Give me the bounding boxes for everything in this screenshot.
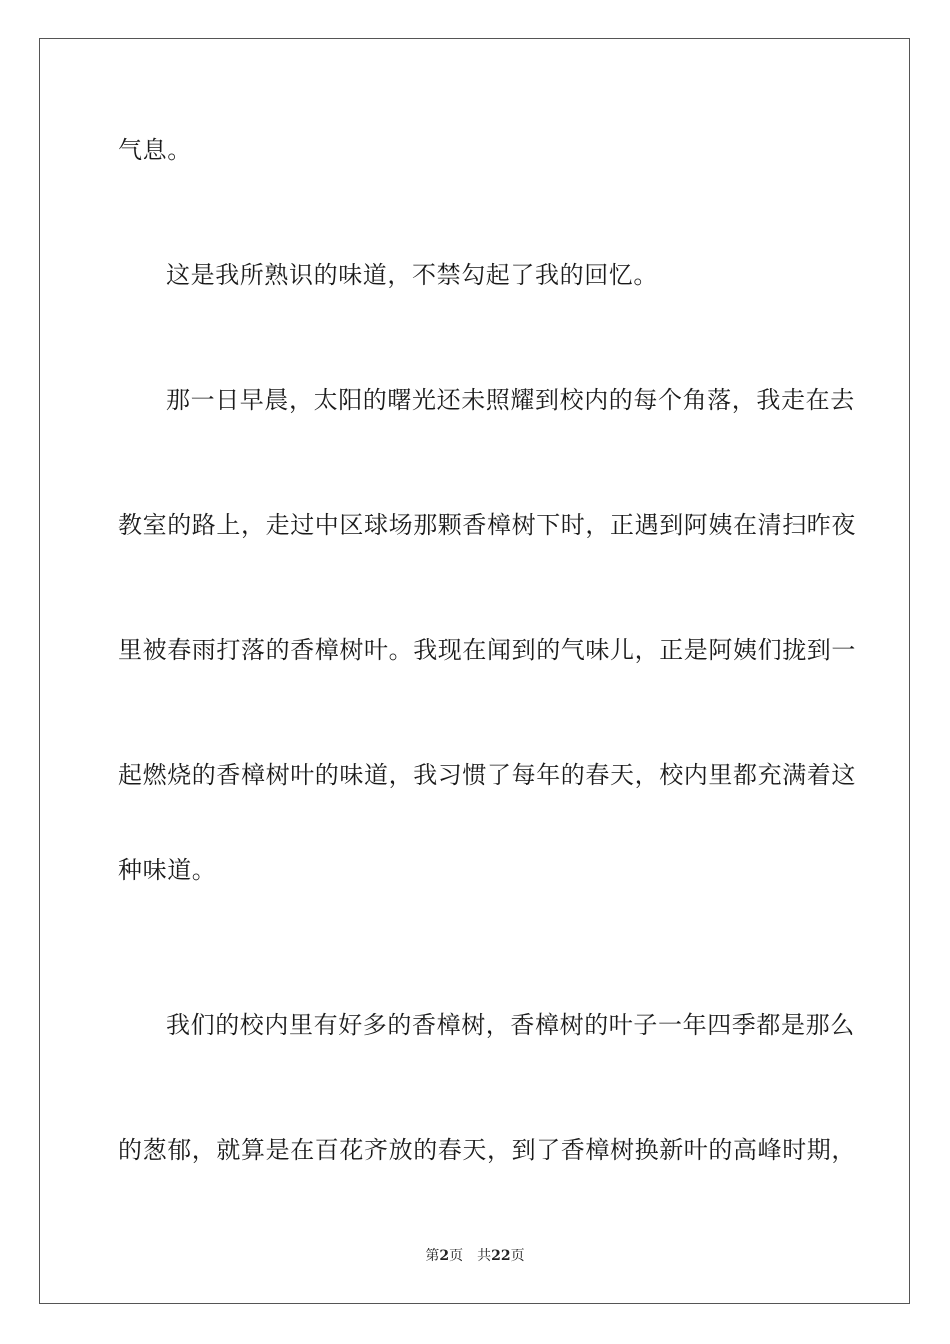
paragraph-line: 这是我所熟识的味道，不禁勾起了我的回忆。 <box>166 261 658 289</box>
text-line: 起燃烧的香樟树叶的味道，我习惯了每年的春天，校内里都充满着这 <box>118 761 856 789</box>
text-line: 气息。 <box>118 136 192 164</box>
total-pages: 22 <box>491 1248 511 1264</box>
paragraph-line: 我们的校内里有好多的香樟树，香樟树的叶子一年四季都是那么 <box>166 1011 855 1039</box>
page-suffix: 页 <box>449 1248 464 1264</box>
page-prefix: 第 <box>425 1248 440 1264</box>
page-number: 2 <box>439 1248 450 1264</box>
text-line: 里被春雨打落的香樟树叶。我现在闻到的气味儿，正是阿姨们拢到一 <box>118 636 856 664</box>
text-line: 的葱郁，就算是在百花齐放的春天，到了香樟树换新叶的高峰时期， <box>118 1136 856 1164</box>
total-prefix: 共 <box>477 1248 492 1264</box>
text-line: 种味道。 <box>118 856 217 884</box>
text-line: 教室的路上，走过中区球场那颗香樟树下时，正遇到阿姨在清扫昨夜 <box>118 511 856 539</box>
total-suffix: 页 <box>510 1248 525 1264</box>
page-footer <box>0 1247 950 1265</box>
paragraph-line: 那一日早晨，太阳的曙光还未照耀到校内的每个角落，我走在去 <box>166 386 855 414</box>
page-frame <box>39 38 910 1304</box>
